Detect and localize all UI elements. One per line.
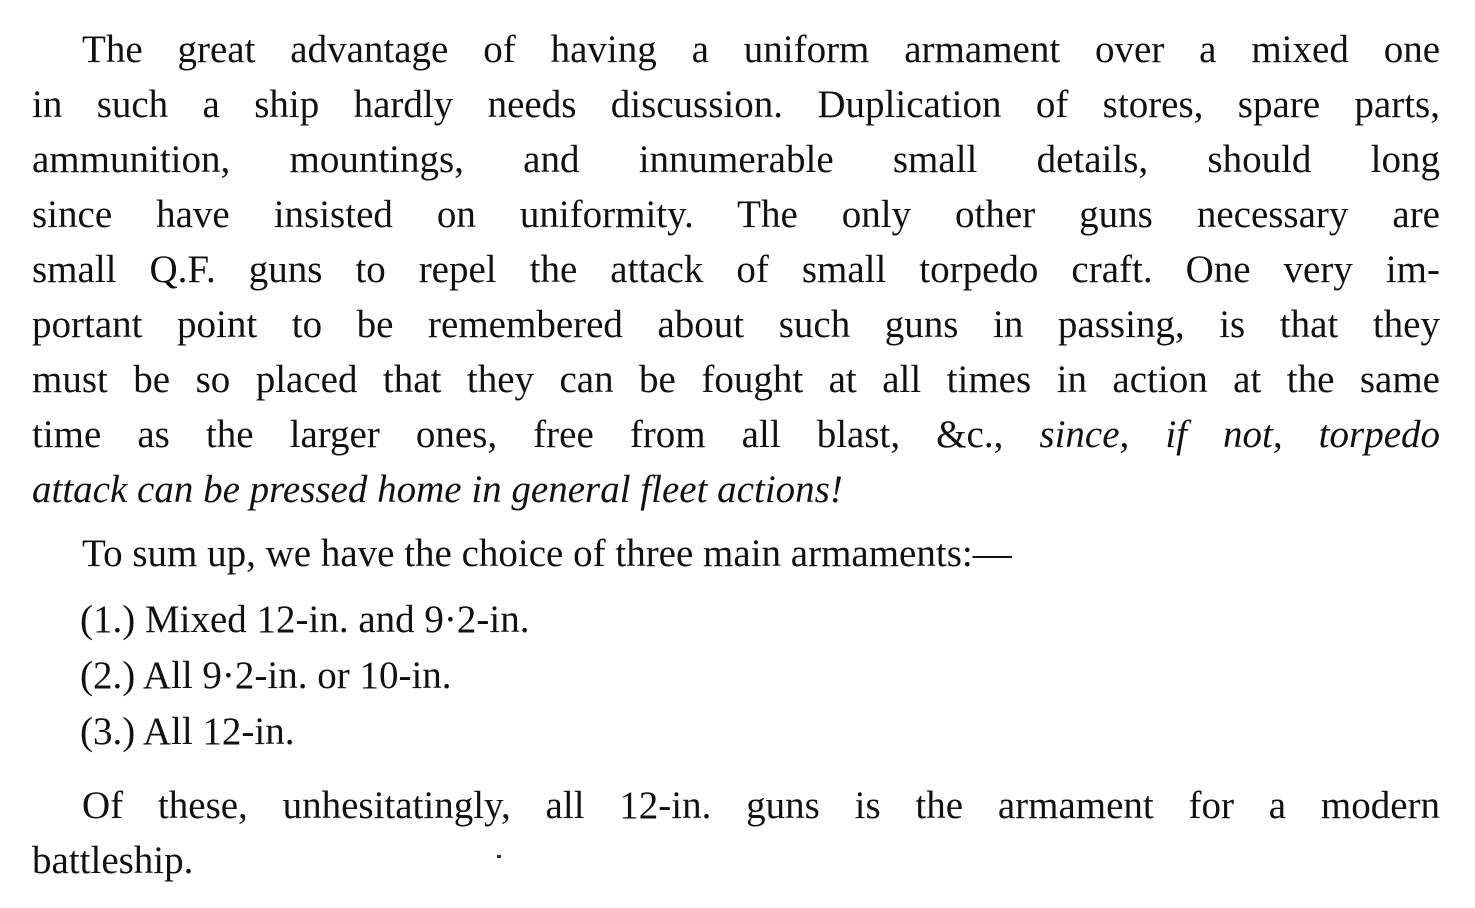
paragraph-uniform-armament <box>32 22 1440 517</box>
list-item: (3.) All 12-in. <box>80 710 295 753</box>
text-line: small Q.F. guns to repel the attack of small torpedo craft. One very im- <box>32 248 1440 291</box>
paragraph-sum-up <box>32 526 1440 581</box>
text-line: Of these, unhesitatingly, all 12-in. guns is the armament for a modern <box>82 784 1440 827</box>
text-line: battleship. <box>32 839 194 882</box>
italic-line <box>32 462 1440 517</box>
text-segment: time as the larger ones, free from all blast, &c., <box>32 413 1004 456</box>
text-line: portant point to be remembered about such guns in passing, is that they <box>32 303 1440 346</box>
text-line: since have insisted on uniformity. The only other guns necessary are <box>32 193 1440 236</box>
armament-choice-list <box>80 592 530 760</box>
text-line: must be so placed that they can be fought at all times in action at the same <box>32 358 1440 401</box>
list-item: (2.) All 9·2-in. or 10-in. <box>80 654 452 697</box>
paragraph-conclusion <box>32 778 1440 888</box>
text-line: ammunition, mountings, and innumerable small details, should long <box>32 138 1440 181</box>
text-line: in such a ship hardly needs discussion. Duplication of stores, spare parts, <box>32 83 1440 126</box>
italic-segment: since, if not, torpedo <box>1039 413 1441 456</box>
italic-segment: attack can be pressed home in general fleet actions! <box>32 468 843 511</box>
text-line: The great advantage of having a uniform armament over a mixed one <box>82 28 1440 71</box>
print-speck <box>497 855 501 858</box>
list-item: (1.) Mixed 12-in. and 9·2-in. <box>80 598 530 641</box>
text-line: To sum up, we have the choice of three main armaments:— <box>82 532 1012 575</box>
text-line-mixed <box>32 407 1440 462</box>
